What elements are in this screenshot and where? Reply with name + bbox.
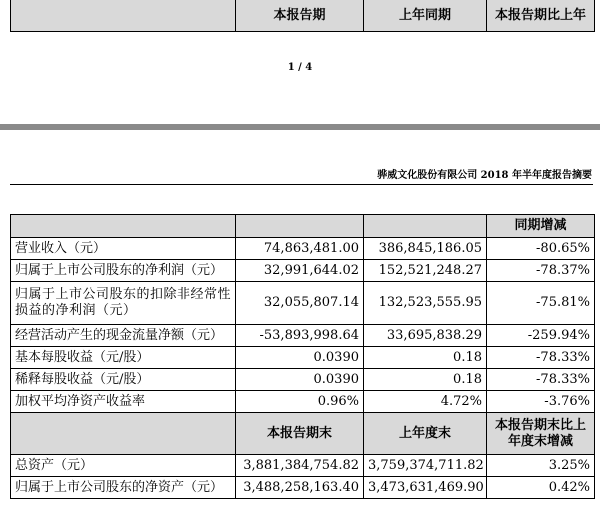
previous-value: 33,695,838.29 xyxy=(364,325,487,347)
table-row xyxy=(11,369,595,391)
running-header: 骅威文化股份有限公司 2018 年半年度报告摘要 xyxy=(377,170,592,181)
header-rule xyxy=(10,184,593,185)
previous-value: 0.18 xyxy=(364,347,487,369)
table-row xyxy=(11,282,595,325)
header-cell: 上年度末 xyxy=(364,413,487,455)
change-value: -75.81% xyxy=(487,282,595,325)
table-row xyxy=(11,391,595,413)
table-row xyxy=(11,477,595,499)
table-header-row xyxy=(11,0,595,32)
change-value: -78.37% xyxy=(487,260,595,282)
previous-page-table xyxy=(10,0,595,32)
header-cell xyxy=(11,413,236,455)
table-header-row xyxy=(11,215,595,238)
current-value: 74,863,481.00 xyxy=(236,238,364,260)
table-row xyxy=(11,347,595,369)
table-row xyxy=(11,260,595,282)
page-divider xyxy=(0,124,600,130)
current-value: 0.0390 xyxy=(236,347,364,369)
change-value: 3.25% xyxy=(487,455,595,477)
header-cell xyxy=(11,0,236,32)
table-row xyxy=(11,238,595,260)
change-value: -78.33% xyxy=(487,369,595,391)
current-value: 3,488,258,163.40 xyxy=(236,477,364,499)
previous-value: 152,521,248.27 xyxy=(364,260,487,282)
current-value: 0.96% xyxy=(236,391,364,413)
row-label: 经营活动产生的现金流量净额（元） xyxy=(11,325,236,347)
previous-value: 0.18 xyxy=(364,369,487,391)
previous-value: 132,523,555.95 xyxy=(364,282,487,325)
row-label: 归属于上市公司股东的净资产（元） xyxy=(11,477,236,499)
header-cell xyxy=(11,215,236,238)
change-value: -80.65% xyxy=(487,238,595,260)
table-header-row xyxy=(11,413,595,455)
row-label: 营业收入（元） xyxy=(11,238,236,260)
current-value: -53,893,998.64 xyxy=(236,325,364,347)
previous-value: 3,759,374,711.82 xyxy=(364,455,487,477)
header-cell: 本报告期 xyxy=(236,0,364,32)
change-value: -259.94% xyxy=(487,325,595,347)
row-label: 归属于上市公司股东的扣除非经常性损益的净利润（元） xyxy=(11,282,236,325)
current-value: 0.0390 xyxy=(236,369,364,391)
financial-summary-table xyxy=(10,214,595,499)
header-cell: 上年同期 xyxy=(364,0,487,32)
row-label: 基本每股收益（元/股） xyxy=(11,347,236,369)
change-value: -3.76% xyxy=(487,391,595,413)
current-value: 3,881,384,754.82 xyxy=(236,455,364,477)
row-label: 归属于上市公司股东的净利润（元） xyxy=(11,260,236,282)
previous-value: 3,473,631,469.90 xyxy=(364,477,487,499)
header-cell xyxy=(236,215,364,238)
page-number: 1 / 4 xyxy=(287,62,313,73)
table-row xyxy=(11,455,595,477)
current-value: 32,991,644.02 xyxy=(236,260,364,282)
row-label: 稀释每股收益（元/股） xyxy=(11,369,236,391)
header-cell: 本报告期比上年 xyxy=(487,0,595,32)
header-cell: 同期增减 xyxy=(487,215,595,238)
header-cell: 本报告期末比上年度末增减 xyxy=(487,413,595,455)
header-cell xyxy=(364,215,487,238)
header-cell: 本报告期末 xyxy=(236,413,364,455)
current-value: 32,055,807.14 xyxy=(236,282,364,325)
row-label: 总资产（元） xyxy=(11,455,236,477)
previous-value: 386,845,186.05 xyxy=(364,238,487,260)
change-value: -78.33% xyxy=(487,347,595,369)
row-label: 加权平均净资产收益率 xyxy=(11,391,236,413)
previous-value: 4.72% xyxy=(364,391,487,413)
change-value: 0.42% xyxy=(487,477,595,499)
table-row xyxy=(11,325,595,347)
